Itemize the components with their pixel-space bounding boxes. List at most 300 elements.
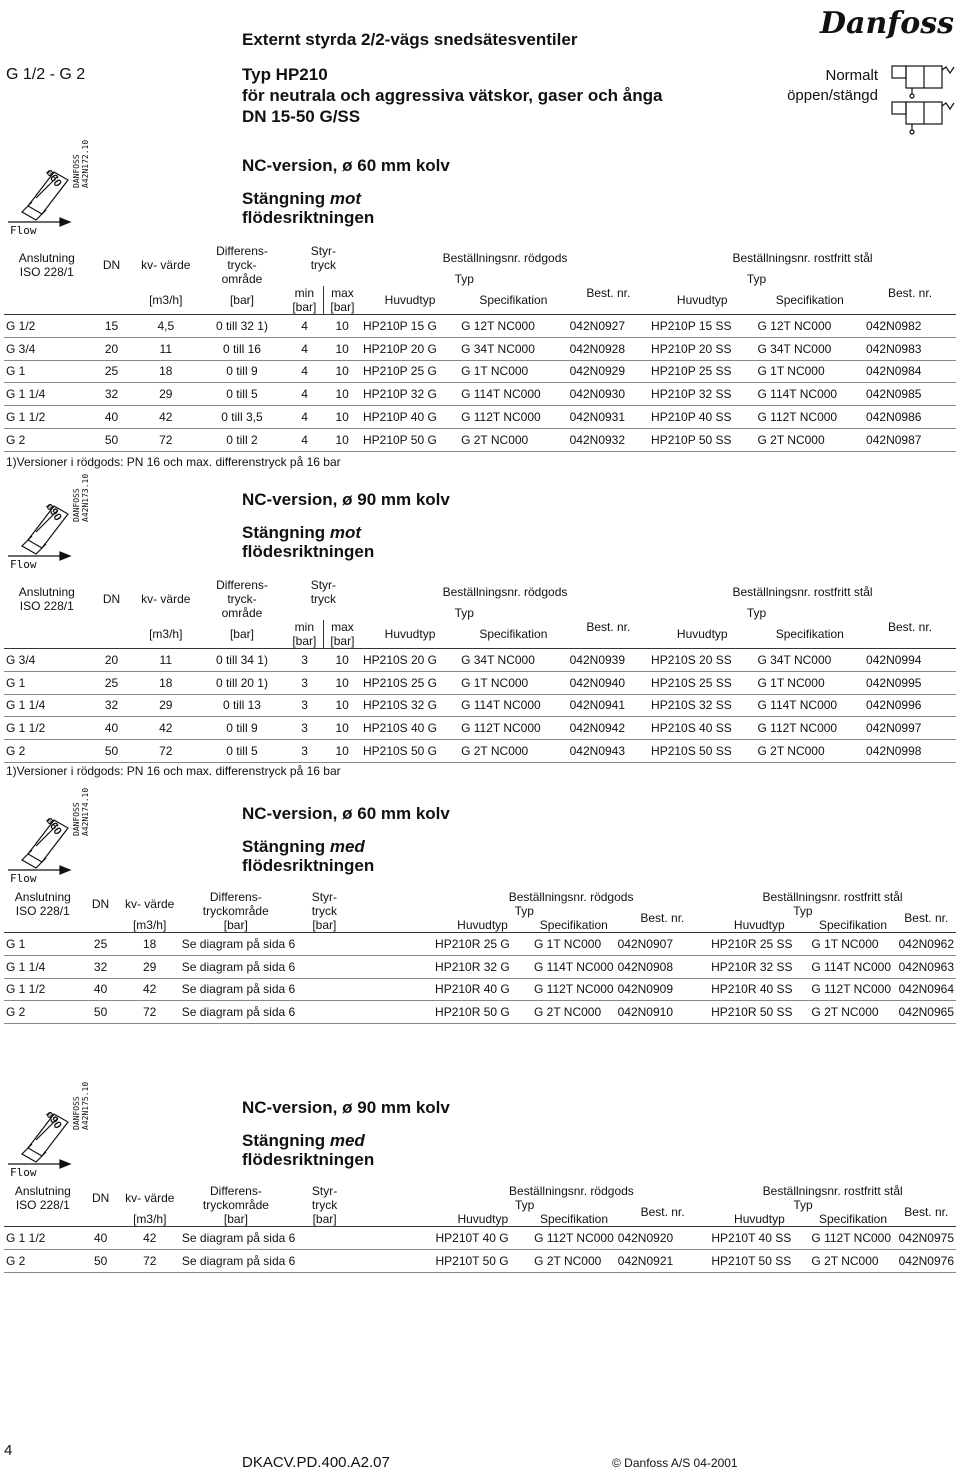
diff-unit: [bar]: [223, 1212, 248, 1226]
table-cell: HP210R 40 SS: [709, 978, 809, 1001]
control-unit: [bar]: [312, 918, 337, 932]
table-cell: HP210R 50 G: [433, 1001, 532, 1024]
table-cell: HP210P 25 SS: [649, 360, 755, 383]
kv-unit: [m3/h]: [132, 918, 167, 932]
table-cell: G 1T NC000: [756, 360, 865, 383]
table-cell: HP210P 50 G: [361, 428, 459, 451]
table-cell: 042N0910: [616, 1001, 710, 1024]
danfoss-logo: Danfoss: [820, 6, 954, 41]
diff-unit: [bar]: [223, 918, 248, 932]
section-heading: [242, 490, 450, 561]
table-cell: HP210R 40 G: [433, 978, 532, 1001]
table-cell: 10: [323, 671, 361, 694]
kv-unit: [m3/h]: [149, 627, 183, 641]
table-cell: 042N0940: [568, 671, 649, 694]
table-cell: 50: [90, 740, 134, 763]
table-cell: HP210P 40 SS: [649, 406, 755, 429]
valve-bore-label: ø60: [43, 166, 64, 190]
table-cell: 3: [286, 740, 324, 763]
table-row: [4, 671, 956, 694]
closing-direction: med: [329, 837, 365, 856]
table-cell: G 2T NC000: [459, 428, 568, 451]
table-cell: G 3/4: [4, 337, 90, 360]
kv-unit: [m3/h]: [133, 1212, 167, 1226]
valve-bore-label: ø90: [43, 1108, 64, 1132]
table-cell: 18: [133, 671, 198, 694]
table-cell: HP210T 50 G: [433, 1249, 532, 1272]
table-cell: 042N0984: [864, 360, 956, 383]
table-cell: 042N0998: [864, 740, 956, 763]
table-cell: 20: [90, 337, 134, 360]
drawing-code: DANFOSS A42N174.10: [72, 787, 90, 836]
col-control: Styr- tryck: [310, 244, 337, 272]
table-cell: HP210S 32 G: [361, 694, 459, 717]
document-title: Externt styrda 2/2-vägs snedsätesventiler: [242, 30, 578, 49]
table-cell: 042N0908: [616, 955, 710, 978]
closing-label: Stängning: [242, 837, 330, 856]
flow-label: Flow: [10, 224, 37, 237]
section-title: NC-version, ø 60 mm kolv: [242, 156, 450, 175]
table-cell: 3: [286, 717, 324, 740]
col-spec: Specifikation: [539, 918, 608, 932]
table-cell: G 3/4: [4, 649, 90, 672]
table-cell: 4: [286, 383, 324, 406]
table-cell: 042N0982: [864, 315, 956, 338]
col-spec-ss: Specifikation: [818, 1212, 888, 1226]
col-best-ss: Best. nr.: [888, 620, 933, 634]
section-heading: [242, 804, 450, 875]
table-cell: 042N0994: [864, 649, 956, 672]
table-cell: 40: [90, 406, 134, 429]
table-cell: 042N0942: [568, 717, 649, 740]
table-cell: G 114T NC000: [756, 694, 865, 717]
section-title: NC-version, ø 60 mm kolv: [242, 804, 450, 823]
flow-label: Flow: [10, 872, 37, 885]
table-cell: 3: [286, 671, 324, 694]
col-best: Best. nr.: [640, 911, 685, 925]
section-heading: [242, 156, 450, 227]
closing-direction: mot: [329, 189, 361, 208]
closing-direction: med: [329, 1131, 365, 1150]
table-cell: G 1T NC000: [756, 671, 865, 694]
table-cell: 42: [133, 406, 198, 429]
col-spec-ss: Specifikation: [775, 627, 844, 641]
table-cell: HP210S 40 G: [361, 717, 459, 740]
min-unit: min [bar]: [286, 286, 324, 315]
section-title: NC-version, ø 90 mm kolv: [242, 1098, 450, 1117]
table-cell: HP210R 32 SS: [709, 955, 809, 978]
table-cell: 29: [120, 955, 180, 978]
table-cell: 29: [133, 694, 198, 717]
table-cell: 4: [286, 406, 324, 429]
table-cell: 10: [323, 406, 361, 429]
table-cell: 25: [90, 360, 134, 383]
table-cell: 10: [323, 694, 361, 717]
table-cell: 0 till 5: [198, 383, 286, 406]
col-kv: kv- värde: [124, 897, 175, 911]
table-cell: HP210S 32 SS: [649, 694, 755, 717]
table-cell: 10: [323, 383, 361, 406]
table-cell: G 1 1/2: [4, 1227, 82, 1250]
table-cell: Se diagram på sida 6: [180, 1227, 357, 1250]
table-cell: 29: [133, 383, 198, 406]
valve-symbol-icon: [884, 60, 958, 136]
table-cell: G 12T NC000: [756, 315, 865, 338]
table-cell: HP210P 32 SS: [649, 383, 755, 406]
table-cell: 72: [133, 740, 198, 763]
table-cell: 042N0921: [616, 1249, 710, 1272]
mode-line-1: Normalt: [825, 67, 878, 84]
col-kv: kv- värde: [125, 1191, 175, 1205]
table-footnote: 1)Versioner i rödgods: PN 16 och max. differenstryck på 16 bar: [6, 764, 341, 778]
section-subtitle-2: flödesriktningen: [242, 856, 375, 875]
table-cell: 42: [120, 978, 180, 1001]
table-cell: 0 till 2: [198, 428, 286, 451]
table-cell: 0 till 3,5: [198, 406, 286, 429]
table-cell: G 1 1/2: [4, 406, 90, 429]
table-cell: G 112T NC000: [532, 1227, 616, 1250]
col-type: Typ: [454, 272, 474, 286]
table-cell: 4,5: [133, 315, 198, 338]
table-cell: HP210P 20 G: [361, 337, 459, 360]
table-cell: 042N0965: [897, 1001, 956, 1024]
table-cell: G 2T NC000: [756, 740, 865, 763]
col-diff: Differens- tryck- område: [216, 578, 268, 620]
table-cell: 4: [286, 428, 324, 451]
table-cell: G 1T NC000: [532, 933, 616, 956]
table-cell: G 2: [4, 1001, 82, 1024]
table-row: [4, 717, 956, 740]
closing-label: Stängning: [242, 523, 330, 542]
col-best-ss: Best. nr.: [904, 911, 949, 925]
valve-drawing: [6, 787, 111, 886]
table-cell: G 1T NC000: [809, 933, 896, 956]
page-number: 4: [4, 1442, 13, 1459]
table-cell: 042N0996: [864, 694, 956, 717]
table-cell: 42: [133, 717, 198, 740]
table-cell: 042N0986: [864, 406, 956, 429]
col-connection: Anslutning ISO 228/1: [14, 1184, 71, 1212]
col-order-red: Beställningsnr. rödgods: [509, 1184, 634, 1198]
table-cell: G 112T NC000: [459, 717, 568, 740]
col-order-ss: Beställningsnr. rostfritt stål: [732, 585, 873, 599]
table-cell: 042N0930: [568, 383, 649, 406]
drawing-code: DANFOSS A42N172.10: [72, 139, 90, 188]
table-cell: HP210R 50 SS: [709, 1001, 809, 1024]
table-cell: 042N0964: [897, 978, 956, 1001]
col-connection: Anslutning ISO 228/1: [18, 585, 75, 613]
table-cell: 4: [286, 337, 324, 360]
col-order-red: Beställningsnr. rödgods: [508, 890, 634, 904]
col-main: Huvudtyp: [457, 918, 508, 932]
table-cell: 3: [286, 649, 324, 672]
table-cell: G 1 1/2: [4, 978, 82, 1001]
table-row: [4, 360, 956, 383]
table-cell: HP210S 50 SS: [649, 740, 755, 763]
table-cell: G 1T NC000: [459, 671, 568, 694]
col-best: Best. nr.: [640, 1205, 685, 1219]
table-cell: G 2T NC000: [532, 1249, 616, 1272]
col-type-ss: Typ: [793, 1198, 813, 1212]
col-dn: DN: [91, 897, 110, 911]
table-cell: HP210R 25 G: [433, 933, 532, 956]
closing-label: Stängning: [242, 189, 330, 208]
table-cell: Se diagram på sida 6: [180, 1249, 357, 1272]
valve-table: [4, 1184, 956, 1273]
table-cell: Se diagram på sida 6: [180, 955, 357, 978]
document-code: DKACV.PD.400.A2.07: [242, 1454, 390, 1471]
table-cell: G 114T NC000: [459, 694, 568, 717]
table-cell: 042N0928: [568, 337, 649, 360]
col-best: Best. nr.: [586, 620, 631, 634]
min-unit: min [bar]: [286, 620, 324, 649]
valve-table: [4, 244, 956, 452]
valve-table: [4, 578, 956, 763]
col-main-ss: Huvudtyp: [734, 1212, 785, 1226]
col-kv: kv- värde: [141, 258, 191, 272]
table-cell: G 2: [4, 1249, 82, 1272]
table-cell: G 1 1/4: [4, 955, 82, 978]
table-row: [4, 978, 956, 1001]
table-cell: HP210P 15 SS: [649, 315, 755, 338]
table-cell: HP210R 25 SS: [709, 933, 809, 956]
table-cell: G 112T NC000: [756, 406, 865, 429]
drawing-code: DANFOSS A42N175.10: [72, 1081, 90, 1130]
table-cell: HP210T 50 SS: [709, 1249, 809, 1272]
valve-drawing: [6, 1081, 111, 1180]
col-connection: Anslutning ISO 228/1: [18, 251, 75, 279]
table-cell: 25: [82, 933, 120, 956]
table-row: [4, 933, 956, 956]
table-cell: 042N0932: [568, 428, 649, 451]
table-cell: G 112T NC000: [532, 978, 616, 1001]
table-cell: G 2T NC000: [459, 740, 568, 763]
table-cell: G 1 1/2: [4, 717, 90, 740]
table-cell: 0 till 9: [198, 360, 286, 383]
table-row: [4, 337, 956, 360]
table-cell: 10: [323, 315, 361, 338]
col-type: Typ: [514, 1198, 535, 1212]
table-cell: G 1: [4, 933, 82, 956]
col-main-ss: Huvudtyp: [676, 627, 728, 641]
drawing-code: DANFOSS A42N173.10: [72, 473, 90, 522]
table-cell: HP210S 40 SS: [649, 717, 755, 740]
table-cell: 10: [323, 428, 361, 451]
table-cell: 042N0943: [568, 740, 649, 763]
table-cell: 042N0927: [568, 315, 649, 338]
col-main: Huvudtyp: [457, 1212, 509, 1226]
table-cell: 40: [82, 1227, 120, 1250]
col-control: Styr- tryck: [311, 1184, 338, 1212]
table-cell: 32: [90, 383, 134, 406]
table-cell: 0 till 32 1): [198, 315, 286, 338]
max-unit: max [bar]: [330, 620, 355, 648]
col-best-ss: Best. nr.: [888, 286, 933, 300]
type-block: [242, 64, 662, 127]
table-cell: 042N0920: [616, 1227, 710, 1250]
col-spec: Specifikation: [479, 627, 548, 641]
table-row: [4, 1227, 956, 1250]
col-connection: Anslutning ISO 228/1: [14, 890, 71, 918]
section-title: NC-version, ø 90 mm kolv: [242, 490, 450, 509]
col-main: Huvudtyp: [384, 627, 436, 641]
table-cell: HP210S 50 G: [361, 740, 459, 763]
table-row: [4, 428, 956, 451]
section-subtitle-2: flödesriktningen: [242, 542, 375, 561]
col-type: Typ: [514, 904, 534, 918]
table-cell: G 112T NC000: [809, 978, 896, 1001]
table-row: [4, 315, 956, 338]
table-cell: 3: [286, 694, 324, 717]
table-cell: G 1/2: [4, 315, 90, 338]
type-name: Typ HP210: [242, 65, 328, 84]
table-cell: 20: [90, 649, 134, 672]
closing-direction: mot: [329, 523, 361, 542]
table-cell: 11: [133, 649, 198, 672]
table-cell: 11: [133, 337, 198, 360]
table-cell: HP210P 25 G: [361, 360, 459, 383]
table-cell: G 2: [4, 428, 90, 451]
table-cell: HP210P 20 SS: [649, 337, 755, 360]
section-subtitle-2: flödesriktningen: [242, 208, 375, 227]
table-cell: HP210T 40 G: [433, 1227, 532, 1250]
table-cell: 10: [323, 740, 361, 763]
table-cell: 042N0929: [568, 360, 649, 383]
table-cell: G 34T NC000: [459, 649, 568, 672]
max-unit: max [bar]: [330, 286, 355, 314]
table-cell: 0 till 16: [198, 337, 286, 360]
closing-label: Stängning: [242, 1131, 330, 1150]
col-diff: Differens- tryck- område: [216, 244, 268, 286]
table-cell: G 34T NC000: [756, 337, 865, 360]
col-main-ss: Huvudtyp: [676, 293, 728, 307]
col-type-ss: Typ: [746, 606, 767, 620]
table-cell: G 1: [4, 671, 90, 694]
valve-drawing: [6, 473, 111, 572]
col-spec-ss: Specifikation: [775, 293, 844, 307]
table-cell: 10: [323, 337, 361, 360]
table-cell: G 2T NC000: [756, 428, 865, 451]
table-row: [4, 383, 956, 406]
mode-line-2: öppen/stängd: [787, 87, 878, 104]
copyright: © Danfoss A/S 04-2001: [612, 1456, 738, 1470]
table-cell: G 34T NC000: [756, 649, 865, 672]
table-cell: 10: [323, 649, 361, 672]
table-row: [4, 649, 956, 672]
table-cell: HP210P 15 G: [361, 315, 459, 338]
table-cell: HP210R 32 G: [433, 955, 532, 978]
diff-unit: [bar]: [229, 627, 254, 641]
table-row: [4, 955, 956, 978]
table-cell: 042N0941: [568, 694, 649, 717]
table-cell: 72: [120, 1249, 180, 1272]
section-subtitle: [242, 523, 450, 542]
table-cell: 042N0907: [616, 933, 710, 956]
table-cell: 0 till 20 1): [198, 671, 286, 694]
table-row: [4, 694, 956, 717]
table-cell: HP210P 40 G: [361, 406, 459, 429]
table-cell: 0 till 34 1): [198, 649, 286, 672]
col-control: Styr- tryck: [311, 890, 338, 918]
table-cell: G 34T NC000: [459, 337, 568, 360]
col-type: Typ: [454, 606, 474, 620]
table-cell: G 114T NC000: [756, 383, 865, 406]
table-footnote: 1)Versioner i rödgods: PN 16 och max. differenstryck på 16 bar: [6, 455, 341, 469]
col-main: Huvudtyp: [384, 293, 436, 307]
col-order-red: Beställningsnr. rödgods: [442, 585, 568, 599]
table-cell: 10: [323, 717, 361, 740]
kv-unit: [m3/h]: [149, 293, 183, 307]
table-cell: HP210P 32 G: [361, 383, 459, 406]
table-cell: G 2T NC000: [809, 1249, 896, 1272]
table-cell: HP210S 20 G: [361, 649, 459, 672]
table-cell: 50: [90, 428, 134, 451]
col-best-ss: Best. nr.: [904, 1205, 949, 1219]
valve-bore-label: ø60: [43, 814, 64, 838]
col-order-ss: Beställningsnr. rostfritt stål: [762, 1184, 903, 1198]
table-cell: G 114T NC000: [459, 383, 568, 406]
col-order-ss: Beställningsnr. rostfritt stål: [732, 251, 873, 265]
section-subtitle: [242, 189, 450, 208]
table-row: [4, 1001, 956, 1024]
table-cell: 10: [323, 360, 361, 383]
col-spec-ss: Specifikation: [818, 918, 888, 932]
section-subtitle-2: flödesriktningen: [242, 1150, 375, 1169]
table-cell: 18: [120, 933, 180, 956]
table-cell: 042N0962: [897, 933, 956, 956]
section-subtitle: [242, 1131, 450, 1150]
valve-bore-label: ø90: [43, 500, 64, 524]
table-cell: 25: [90, 671, 134, 694]
table-cell: HP210T 40 SS: [709, 1227, 809, 1250]
table-cell: 042N0997: [864, 717, 956, 740]
col-type-ss: Typ: [746, 272, 767, 286]
col-dn: DN: [102, 592, 121, 606]
table-cell: HP210S 25 SS: [649, 671, 755, 694]
col-control: Styr- tryck: [310, 578, 337, 606]
table-cell: G 2T NC000: [532, 1001, 616, 1024]
table-cell: 72: [120, 1001, 180, 1024]
table-cell: HP210S 20 SS: [649, 649, 755, 672]
col-diff: Differens-tryckområde: [202, 1184, 269, 1212]
section-heading: [242, 1098, 450, 1169]
table-cell: G 114T NC000: [532, 955, 616, 978]
table-cell: 0 till 5: [198, 740, 286, 763]
table-cell: 72: [133, 428, 198, 451]
table-cell: G 1 1/4: [4, 383, 90, 406]
col-dn: DN: [102, 258, 121, 272]
table-cell: 042N0987: [864, 428, 956, 451]
col-dn: DN: [91, 1191, 110, 1205]
table-cell: G 112T NC000: [459, 406, 568, 429]
size-range: G 1/2 - G 2: [6, 66, 86, 83]
col-order-ss: Beställningsnr. rostfritt stål: [762, 890, 903, 904]
table-cell: 15: [90, 315, 134, 338]
table-cell: G 112T NC000: [756, 717, 865, 740]
table-cell: 042N0939: [568, 649, 649, 672]
table-cell: 042N0983: [864, 337, 956, 360]
valve-mode: [787, 66, 878, 106]
table-cell: 40: [90, 717, 134, 740]
table-cell: 18: [133, 360, 198, 383]
table-cell: Se diagram på sida 6: [180, 978, 357, 1001]
table-cell: 4: [286, 360, 324, 383]
table-cell: 50: [82, 1001, 120, 1024]
table-row: [4, 1249, 956, 1272]
table-cell: G 1T NC000: [459, 360, 568, 383]
table-cell: 042N0985: [864, 383, 956, 406]
table-cell: G 112T NC000: [809, 1227, 896, 1250]
